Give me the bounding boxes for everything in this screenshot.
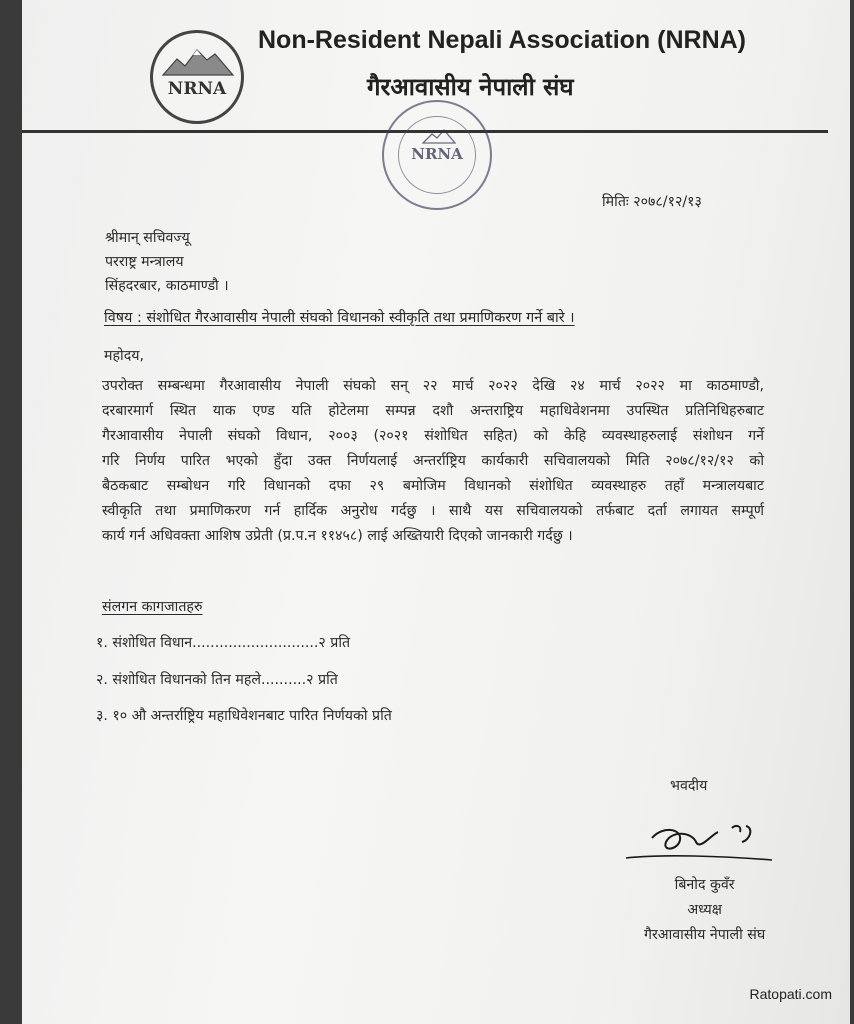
- letter-page: [22, 0, 850, 1024]
- attachment-item: २. संशोधित विधानको तिन महले..........२ प्रति: [96, 672, 338, 688]
- recipient-line: श्रीमान् सचिवज्यू: [105, 230, 190, 246]
- body-line: गैरआवासीय नेपाली संघको विधान, २००३ (२०२१ संशोधित सहित) को केहि व्यवस्थाहरुलाई संशोधन गर्ने: [102, 428, 764, 444]
- recipient-line: सिंहदरबार, काठमाण्डौ ।: [105, 278, 229, 294]
- source-watermark: Ratopati.com: [749, 986, 832, 1002]
- salutation: महोदय,: [104, 348, 144, 364]
- stamp-text: NRNA: [411, 145, 463, 163]
- letter-date: मितिः २०७८/१२/१३: [602, 194, 702, 210]
- mountain-icon: [161, 45, 235, 79]
- body-line: गरि निर्णय पारित भएको हुँदा उक्त निर्णयलाई अन्तर्राष्ट्रिय कार्यकारी सचिवालयको मिति २०७८/१२/१२ को: [102, 453, 764, 469]
- signer-block: [644, 873, 765, 948]
- signer-name: बिनोद कुवँर: [674, 877, 735, 893]
- recipient-line: परराष्ट्र मन्त्रालय: [105, 254, 184, 270]
- stamp-mountain-icon: [422, 128, 456, 144]
- signature: [622, 818, 782, 874]
- letter-body: [102, 374, 764, 549]
- nrna-logo: [150, 30, 244, 124]
- logo-text: NRNA: [167, 79, 227, 99]
- body-line: स्वीकृति तथा प्रमाणिकरण गर्न हार्दिक अनुरोध गर्दछु । साथै यस सचिवालयको तर्फबाट दर्ता लगायत सम्पूर्ण: [102, 503, 764, 519]
- body-line: बैठकबाट सम्बोधन गरि विधानको दफा २९ बमोजिम विधानको संशोधित व्यवस्थाहरु तहाँ मन्त्रालयबाट: [102, 478, 764, 494]
- closing: भवदीय: [670, 778, 708, 794]
- org-name-english: Non-Resident Nepali Association (NRNA): [258, 26, 747, 54]
- signer-organization: गैरआवासीय नेपाली संघ: [644, 927, 766, 943]
- attachments-heading: संलगन कागजातहरु: [102, 599, 203, 615]
- body-line: उपरोक्त सम्बन्धमा गैरआवासीय नेपाली संघको सन् २२ मार्च २०२२ देखि २४ मार्च २०२२ मा काठमाण्डौ,: [102, 378, 764, 394]
- organization-stamp: [382, 100, 492, 210]
- org-name-nepali: गैरआवासीय नेपाली संघ: [367, 73, 574, 101]
- signer-title: अध्यक्ष: [687, 902, 722, 918]
- letter-subject: विषय : संशोधित गैरआवासीय नेपाली संघको विधानको स्वीकृति तथा प्रमाणिकरण गर्ने बारे ।: [104, 310, 575, 326]
- body-line: कार्य गर्न अधिवक्ता आशिष उप्रेती (प्र.प.न ११४५८) लाई अख्तियारी दिएको जानकारी गर्दछु ।: [102, 528, 573, 544]
- attachment-item: १. संशोधित विधान............................२ प्रति: [96, 635, 351, 651]
- attachment-item: ३. १० औ अन्तर्राष्ट्रिय महाधिवेशनबाट पारित निर्णयको प्रति: [96, 708, 392, 724]
- body-line: दरबारमार्ग स्थित याक एण्ड यति होटेलमा सम्पन्न दशौ अन्तराष्ट्रिय महाधिवेशनमा उपस्थित प्रतिनिधिहरुबाट: [102, 403, 764, 419]
